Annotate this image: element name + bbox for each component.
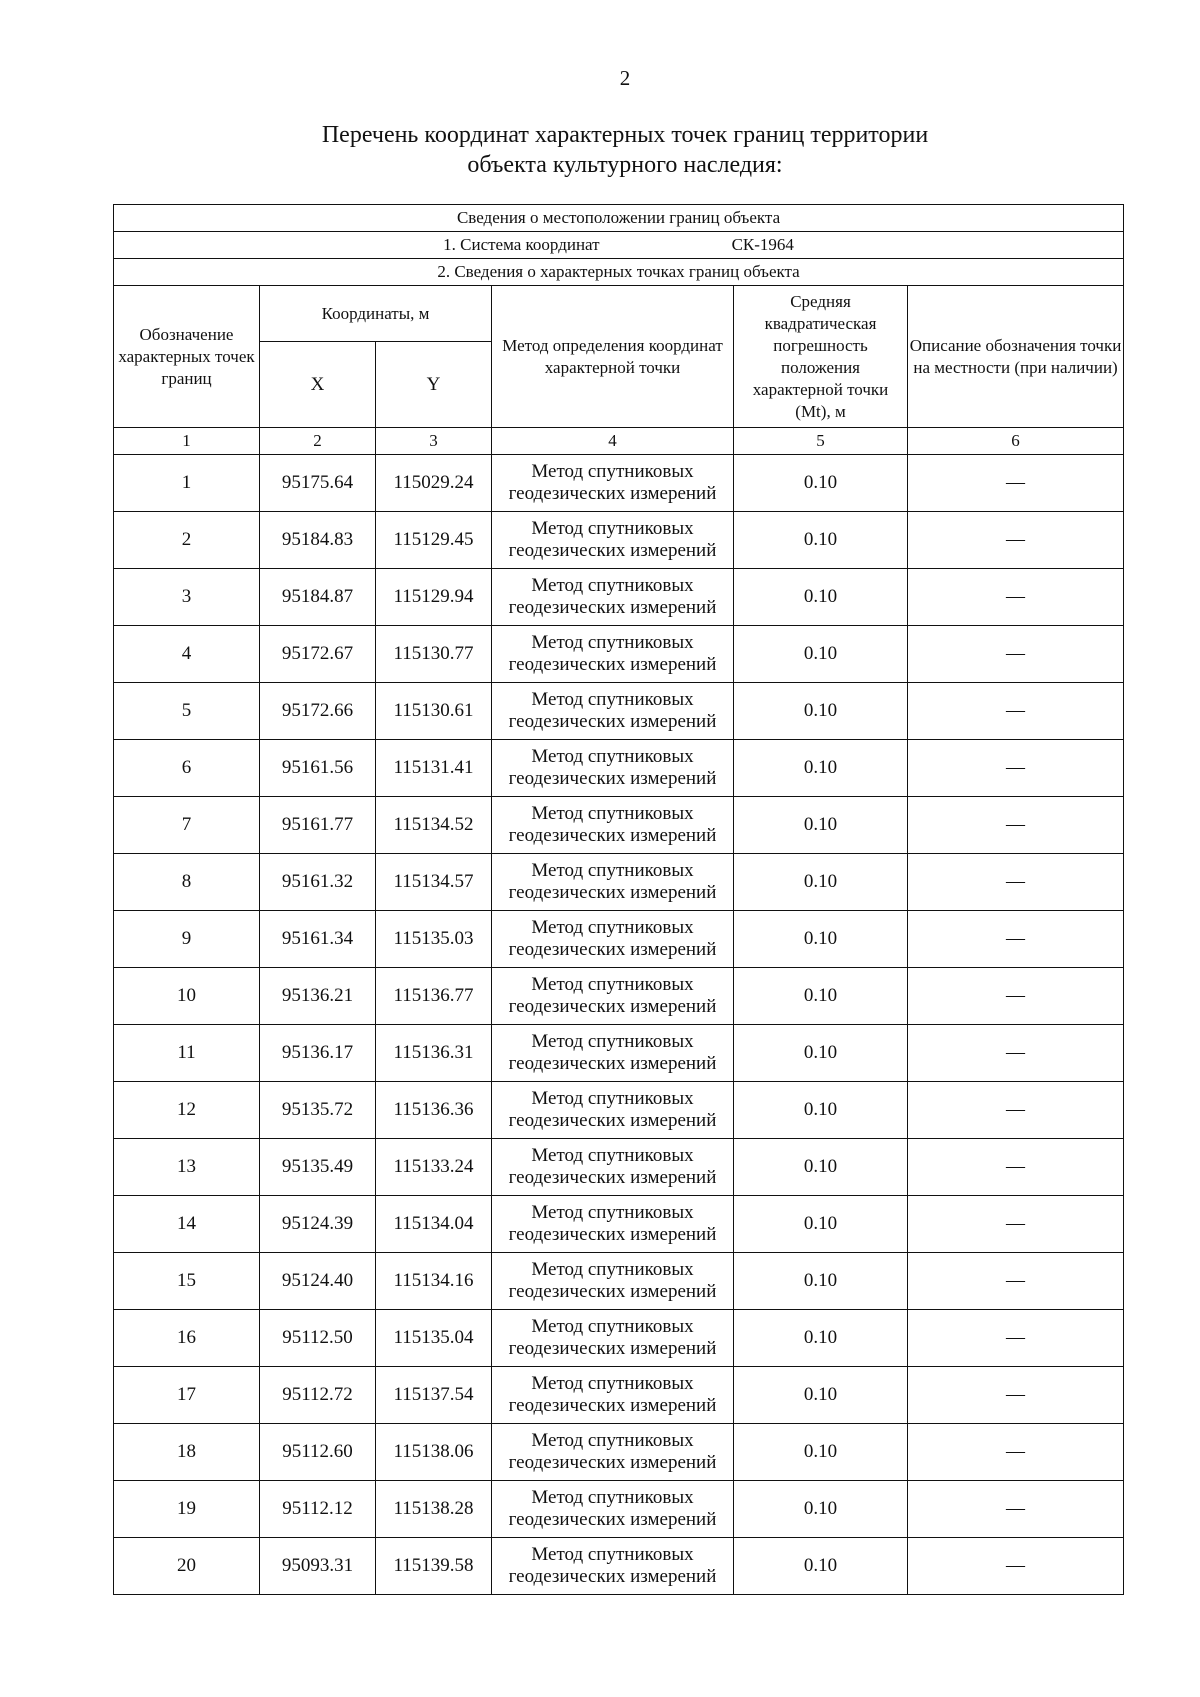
coordinate-y: 115134.57 (376, 854, 492, 911)
coordinate-x: 95124.40 (260, 1253, 376, 1310)
method: Метод спутниковых геодезических измерений (492, 854, 734, 911)
point-description: — (908, 1481, 1124, 1538)
table-row (114, 854, 1124, 911)
header-designation: Обозначение характерных точек границ (114, 286, 260, 428)
coordinate-y: 115130.77 (376, 626, 492, 683)
mean-square-error: 0.10 (734, 1196, 908, 1253)
coordinate-y: 115029.24 (376, 455, 492, 512)
method: Метод спутниковых геодезических измерений (492, 1424, 734, 1481)
coordinate-y: 115134.16 (376, 1253, 492, 1310)
coordinate-x: 95161.77 (260, 797, 376, 854)
method: Метод спутниковых геодезических измерений (492, 740, 734, 797)
coordinate-x: 95161.56 (260, 740, 376, 797)
point-number: 14 (114, 1196, 260, 1253)
coordinate-x: 95161.34 (260, 911, 376, 968)
coordinate-x: 95093.31 (260, 1538, 376, 1595)
point-description: — (908, 683, 1124, 740)
table-row (114, 968, 1124, 1025)
method: Метод спутниковых геодезических измерений (492, 1025, 734, 1082)
coordinate-x: 95161.32 (260, 854, 376, 911)
mean-square-error: 0.10 (734, 797, 908, 854)
column-number-row (114, 428, 1124, 455)
document-title-line-1: Перечень координат характерных точек границ территории (321, 122, 929, 148)
column-number: 3 (376, 428, 492, 455)
point-number: 3 (114, 569, 260, 626)
document-title (0, 120, 1200, 180)
method: Метод спутниковых геодезических измерений (492, 911, 734, 968)
point-description: — (908, 1310, 1124, 1367)
column-number: 1 (114, 428, 260, 455)
coordinate-x: 95184.83 (260, 512, 376, 569)
mean-square-error: 0.10 (734, 740, 908, 797)
table-caption: Сведения о местоположении границ объекта (114, 205, 1124, 232)
table-row (114, 1310, 1124, 1367)
coordinate-x: 95172.67 (260, 626, 376, 683)
header-method: Метод определения координат характерной точки (492, 286, 734, 428)
coordinates-table (113, 204, 1124, 1595)
point-description: — (908, 740, 1124, 797)
column-number: 5 (734, 428, 908, 455)
point-number: 17 (114, 1367, 260, 1424)
point-number: 10 (114, 968, 260, 1025)
coordinate-system-label: 1. Система координат (443, 235, 600, 254)
point-description: — (908, 512, 1124, 569)
coordinate-y: 115136.31 (376, 1025, 492, 1082)
point-number: 12 (114, 1082, 260, 1139)
point-description: — (908, 1424, 1124, 1481)
mean-square-error: 0.10 (734, 1538, 908, 1595)
coordinate-y: 115129.94 (376, 569, 492, 626)
coordinate-x: 95112.50 (260, 1310, 376, 1367)
document-title-line-2: объекта культурного наследия: (467, 152, 783, 178)
point-number: 20 (114, 1538, 260, 1595)
table-row (114, 911, 1124, 968)
table-row (114, 569, 1124, 626)
table-row (114, 1367, 1124, 1424)
coordinate-y: 115133.24 (376, 1139, 492, 1196)
mean-square-error: 0.10 (734, 1481, 908, 1538)
coordinate-y: 115138.28 (376, 1481, 492, 1538)
point-number: 15 (114, 1253, 260, 1310)
coordinate-y: 115135.04 (376, 1310, 492, 1367)
coordinate-x: 95112.72 (260, 1367, 376, 1424)
table-row (114, 1025, 1124, 1082)
coordinate-y: 115135.03 (376, 911, 492, 968)
point-number: 1 (114, 455, 260, 512)
method: Метод спутниковых геодезических измерений (492, 797, 734, 854)
point-description: — (908, 1253, 1124, 1310)
point-description: — (908, 1139, 1124, 1196)
method: Метод спутниковых геодезических измерений (492, 683, 734, 740)
point-number: 6 (114, 740, 260, 797)
coordinate-x: 95172.66 (260, 683, 376, 740)
point-number: 5 (114, 683, 260, 740)
point-description: — (908, 626, 1124, 683)
mean-square-error: 0.10 (734, 569, 908, 626)
method: Метод спутниковых геодезических измерений (492, 968, 734, 1025)
method: Метод спутниковых геодезических измерений (492, 1481, 734, 1538)
point-description: — (908, 968, 1124, 1025)
coordinate-y: 115134.04 (376, 1196, 492, 1253)
coordinate-system-value: СК-1964 (731, 235, 794, 254)
table-row (114, 797, 1124, 854)
method: Метод спутниковых геодезических измерений (492, 1082, 734, 1139)
header-mean-square-error: Средняя квадратическая погрешность положения характерной точки (Mt), м (734, 286, 908, 428)
point-description: — (908, 455, 1124, 512)
mean-square-error: 0.10 (734, 683, 908, 740)
method: Метод спутниковых геодезических измерений (492, 569, 734, 626)
coordinate-y: 115136.77 (376, 968, 492, 1025)
point-number: 8 (114, 854, 260, 911)
method: Метод спутниковых геодезических измерений (492, 1196, 734, 1253)
table-row (114, 626, 1124, 683)
coordinate-y: 115129.45 (376, 512, 492, 569)
mean-square-error: 0.10 (734, 455, 908, 512)
mean-square-error: 0.10 (734, 1424, 908, 1481)
table-row (114, 1082, 1124, 1139)
method: Метод спутниковых геодезических измерений (492, 1310, 734, 1367)
points-section-label: 2. Сведения о характерных точках границ объекта (114, 259, 1124, 286)
method: Метод спутниковых геодезических измерений (492, 512, 734, 569)
table-row (114, 455, 1124, 512)
coordinate-x: 95112.60 (260, 1424, 376, 1481)
coordinate-x: 95136.21 (260, 968, 376, 1025)
point-number: 9 (114, 911, 260, 968)
mean-square-error: 0.10 (734, 1082, 908, 1139)
point-number: 7 (114, 797, 260, 854)
mean-square-error: 0.10 (734, 1025, 908, 1082)
point-description: — (908, 854, 1124, 911)
point-number: 11 (114, 1025, 260, 1082)
column-number: 6 (908, 428, 1124, 455)
coordinate-y: 115130.61 (376, 683, 492, 740)
coordinate-x: 95136.17 (260, 1025, 376, 1082)
mean-square-error: 0.10 (734, 1139, 908, 1196)
point-description: — (908, 1538, 1124, 1595)
coordinate-y: 115131.41 (376, 740, 492, 797)
point-description: — (908, 1196, 1124, 1253)
point-number: 19 (114, 1481, 260, 1538)
table-row (114, 1481, 1124, 1538)
coordinate-x: 95135.72 (260, 1082, 376, 1139)
header-coordinates: Координаты, м (260, 286, 492, 342)
coordinate-system-row (114, 232, 1124, 259)
mean-square-error: 0.10 (734, 1253, 908, 1310)
point-description: — (908, 1367, 1124, 1424)
table-row (114, 683, 1124, 740)
table-row (114, 1424, 1124, 1481)
coordinate-x: 95175.64 (260, 455, 376, 512)
point-description: — (908, 797, 1124, 854)
method: Метод спутниковых геодезических измерений (492, 1253, 734, 1310)
mean-square-error: 0.10 (734, 911, 908, 968)
mean-square-error: 0.10 (734, 854, 908, 911)
coordinate-y: 115138.06 (376, 1424, 492, 1481)
coordinate-y: 115136.36 (376, 1082, 492, 1139)
method: Метод спутниковых геодезических измерений (492, 1538, 734, 1595)
coordinate-y: 115139.58 (376, 1538, 492, 1595)
point-number: 4 (114, 626, 260, 683)
table-row (114, 1139, 1124, 1196)
table-row (114, 512, 1124, 569)
point-description: — (908, 1082, 1124, 1139)
method: Метод спутниковых геодезических измерений (492, 455, 734, 512)
coordinate-x: 95184.87 (260, 569, 376, 626)
column-number: 2 (260, 428, 376, 455)
point-description: — (908, 911, 1124, 968)
point-number: 16 (114, 1310, 260, 1367)
table-row (114, 1253, 1124, 1310)
page-number: 2 (619, 66, 631, 90)
point-number: 2 (114, 512, 260, 569)
mean-square-error: 0.10 (734, 1310, 908, 1367)
point-description: — (908, 1025, 1124, 1082)
header-description: Описание обозначения точки на местности (при наличии) (908, 286, 1124, 428)
mean-square-error: 0.10 (734, 968, 908, 1025)
mean-square-error: 0.10 (734, 1367, 908, 1424)
coordinate-x: 95124.39 (260, 1196, 376, 1253)
point-description: — (908, 569, 1124, 626)
point-number: 18 (114, 1424, 260, 1481)
method: Метод спутниковых геодезических измерений (492, 1139, 734, 1196)
method: Метод спутниковых геодезических измерений (492, 1367, 734, 1424)
table-row (114, 1538, 1124, 1595)
mean-square-error: 0.10 (734, 512, 908, 569)
method: Метод спутниковых геодезических измерений (492, 626, 734, 683)
coordinate-y: 115137.54 (376, 1367, 492, 1424)
point-number: 13 (114, 1139, 260, 1196)
column-number: 4 (492, 428, 734, 455)
coordinate-x: 95135.49 (260, 1139, 376, 1196)
table-row (114, 740, 1124, 797)
mean-square-error: 0.10 (734, 626, 908, 683)
table-row (114, 1196, 1124, 1253)
header-y: Y (376, 342, 492, 428)
coordinate-x: 95112.12 (260, 1481, 376, 1538)
coordinate-y: 115134.52 (376, 797, 492, 854)
header-x: X (260, 342, 376, 428)
